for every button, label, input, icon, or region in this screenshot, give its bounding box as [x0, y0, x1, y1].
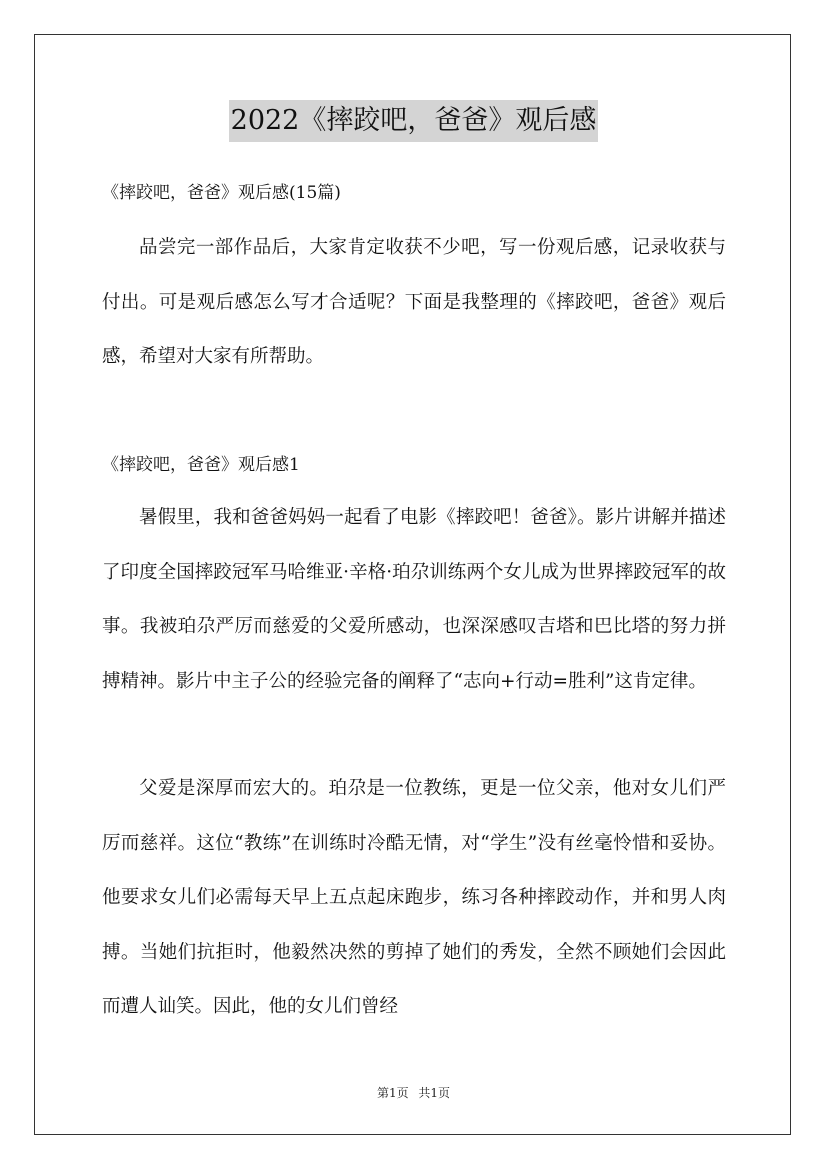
page-number: 第1页 — [376, 1086, 409, 1100]
intro-paragraph: 品尝完一部作品后，大家肯定收获不少吧，写一份观后感，记录收获与付出。可是观后感怎么写才合适呢？下面是我整理的《摔跤吧，爸爸》观后感，希望对大家有所帮助。 — [102, 237, 726, 367]
document-title: 2022《摔跤吧，爸爸》观后感 — [229, 100, 599, 142]
body-paragraph-2: 父爱是深厚而宏大的。珀尕是一位教练，更是一位父亲，他对女儿们严厉而慈祥。这位“教练”在训练时冷酷无情，对“学生”没有丝毫怜惜和妥协。他要求女儿们必需每天早上五点起床跑步，练习各种摔跤动作，并和男人肉搏。当她们抗拒时，他毅然决然的剪掉了她们的秀发，全然不顾她们会因此而遭人讪笑。因此，他的女儿们曾经 — [102, 778, 726, 1017]
body-paragraph-1: 暑假里，我和爸爸妈妈一起看了电影《摔跤吧！爸爸》。影片讲解并描述了印度全国摔跤冠军马哈维亚·辛格·珀尕训练两个女儿成为世界摔跤冠军的故事。我被珀尕严厉而慈爱的父爱所感动，也深深感叹吉塔和巴比塔的努力拼搏精神。影片中主子公的经验完备的阐释了“志向+行动=胜利”这肯定律。 — [102, 507, 726, 692]
section-heading: 《摔跤吧，爸爸》观后感1 — [102, 455, 300, 475]
page-footer — [0, 1085, 827, 1101]
title-container — [0, 100, 827, 142]
page-total: 共1页 — [418, 1086, 451, 1100]
document-subtitle: 《摔跤吧，爸爸》观后感(15篇) — [102, 183, 341, 203]
